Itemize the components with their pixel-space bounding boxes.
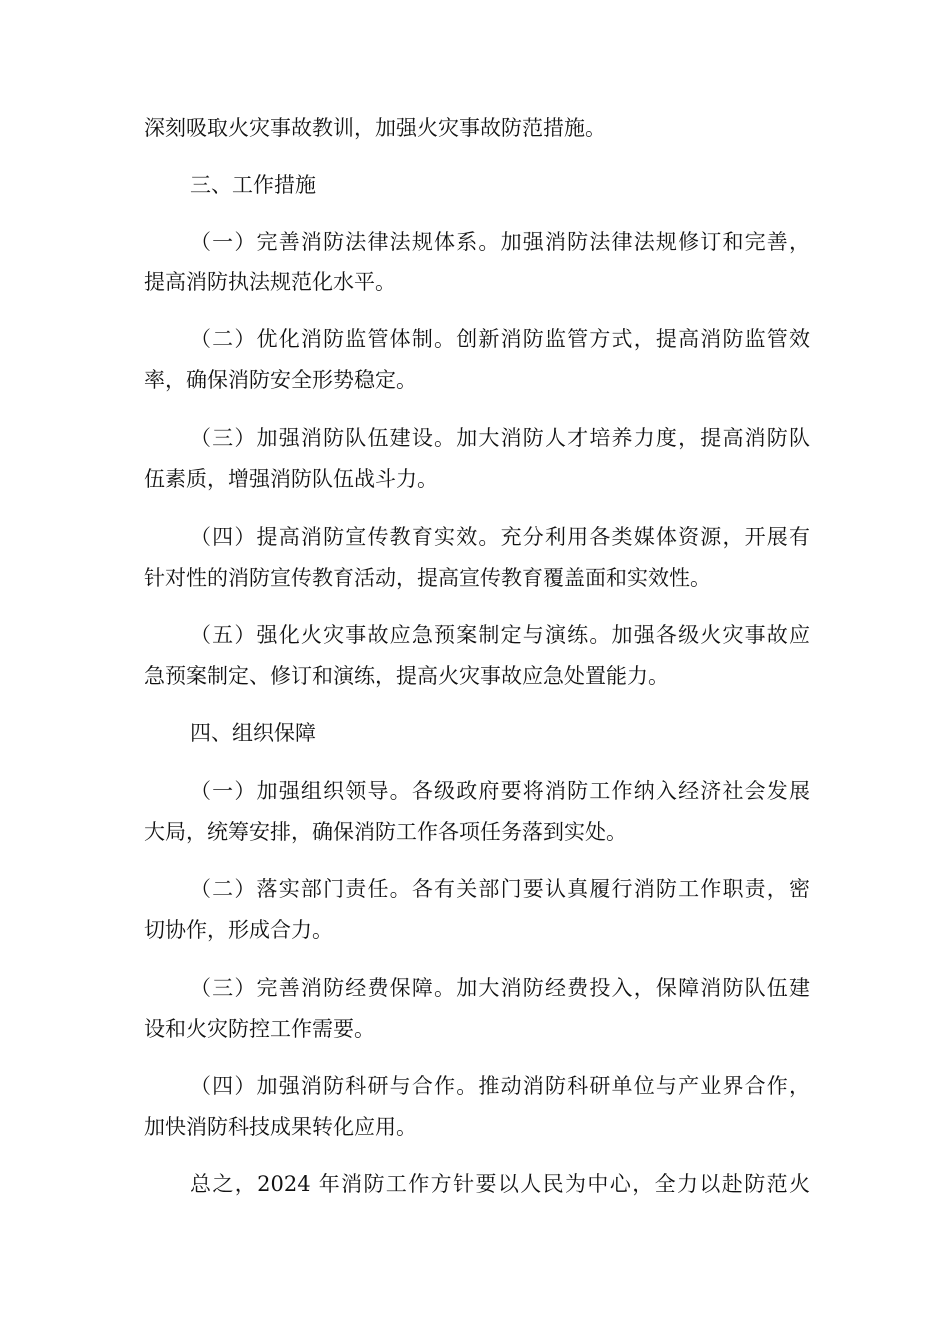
text-line: 深刻吸取火灾事故教训，加强火灾事故防范措施。 <box>144 116 606 140</box>
text-line: 大局，统筹安排，确保消防工作各项任务落到实处。 <box>144 820 627 844</box>
text-line: 率，确保消防安全形势稳定。 <box>144 368 417 392</box>
text-line: （五）强化火灾事故应急预案制定与演练。加强各级火灾事故应 <box>190 623 810 647</box>
text-line: 针对性的消防宣传教育活动，提高宣传教育覆盖面和实效性。 <box>144 566 711 590</box>
section-heading: 四、组织保障 <box>190 721 316 745</box>
text-line: （二）优化消防监管体制。创新消防监管方式，提高消防监管效 <box>190 327 810 351</box>
text-line: （一）完善消防法律法规体系。加强消防法律法规修订和完善， <box>190 230 810 254</box>
text-line: （四）提高消防宣传教育实效。充分利用各类媒体资源，开展有 <box>190 525 810 549</box>
text-line: 急预案制定、修订和演练，提高火灾事故应急处置能力。 <box>144 664 669 688</box>
text-line: 总之，2024 年消防工作方针要以人民为中心，全力以赴防范火 <box>190 1172 810 1196</box>
text-line: 设和火灾防控工作需要。 <box>144 1017 375 1041</box>
text-line: 加快消防科技成果转化应用。 <box>144 1115 417 1139</box>
text-line: （二）落实部门责任。各有关部门要认真履行消防工作职责，密 <box>190 877 810 901</box>
text-line: （三）加强消防队伍建设。加大消防人才培养力度，提高消防队 <box>190 426 810 450</box>
text-line: 提高消防执法规范化水平。 <box>144 270 396 294</box>
section-heading: 三、工作措施 <box>190 173 316 197</box>
text-line: 伍素质，增强消防队伍战斗力。 <box>144 467 438 491</box>
text-line: （四）加强消防科研与合作。推动消防科研单位与产业界合作， <box>190 1074 810 1098</box>
text-line: （一）加强组织领导。各级政府要将消防工作纳入经济社会发展 <box>190 779 810 803</box>
text-line: （三）完善消防经费保障。加大消防经费投入，保障消防队伍建 <box>190 976 810 1000</box>
text-line: 切协作，形成合力。 <box>144 918 333 942</box>
